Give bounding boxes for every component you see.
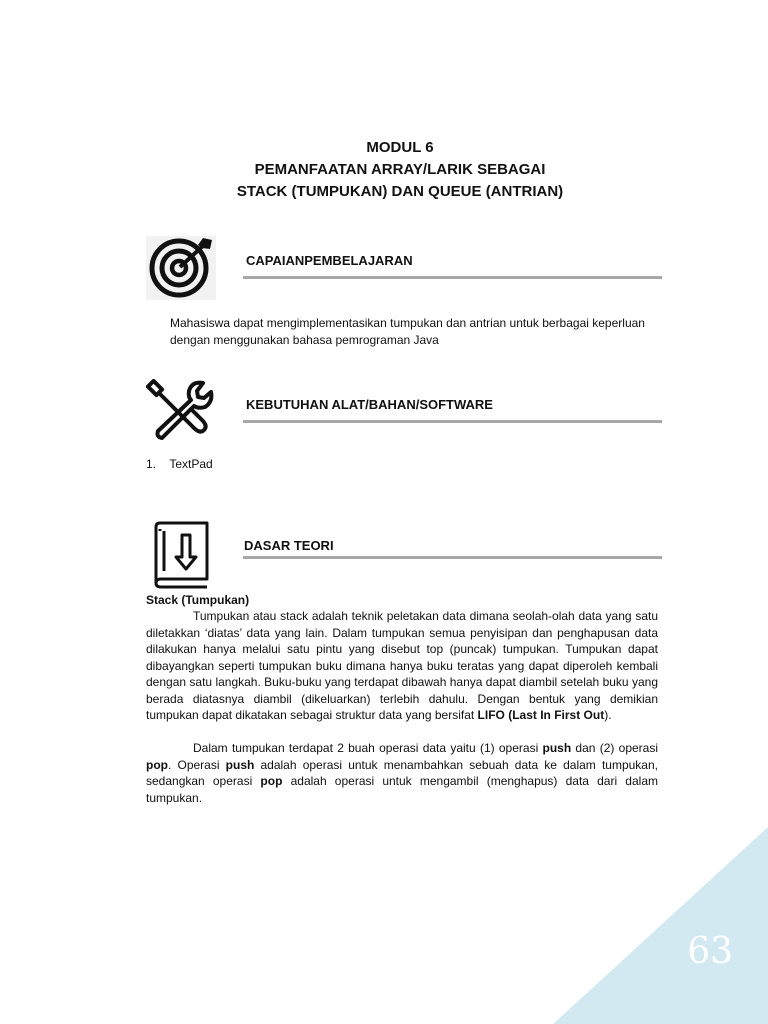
section-rule (243, 556, 662, 559)
section-title-capaian: CAPAIANPEMBELAJARAN (246, 253, 413, 268)
module-number: MODUL 6 (366, 139, 434, 156)
paragraph-text: Tumpukan atau stack adalah teknik peletakan data dimana seolah-olah data yang satu diletakkan ‘diatas’ data yang lain. Dalam tumpukan semua penyisipan dan penghapusan data dilakukan hanya melalui satu pintu yang disebut top (puncak) tumpukan. Tumpukan dapat dibayangkan seperti tumpukan buku dimana hanya buku teratas yang dapat diperoleh kembali dengan satu langkah. Buku-buku yang terdapat dibawah hanya dapat diambil setelah buku yang berada diatasnya diambil (dikeluarkan) terlebih dahulu. Dengan bentuk yang demikian tumpukan dapat dikatakan sebagai struktur data yang bersifat (146, 609, 658, 722)
page-corner-decoration (553, 827, 768, 1024)
pop-term: pop (260, 774, 283, 788)
capaian-text: Mahasiswa dapat mengimplementasikan tumpukan dan antrian untuk berbagai keperluan dengan menggunakan bahasa pemrograman Java (170, 316, 645, 347)
target-icon (146, 236, 216, 300)
page-number: 63 (687, 931, 733, 972)
section-title-kebutuhan: KEBUTUHAN ALAT/BAHAN/SOFTWARE (246, 397, 493, 412)
paragraph-text: . Operasi (168, 757, 226, 772)
lifo-term: LIFO (Last In First Out (477, 708, 605, 722)
paragraph-text: dan (2) operasi (571, 741, 659, 755)
tools-icon (146, 379, 216, 443)
push-term: push (225, 757, 255, 772)
stack-paragraph-1 (146, 608, 658, 724)
list-item (146, 456, 213, 473)
section-rule (243, 276, 662, 279)
module-title-line-2: STACK (TUMPUKAN) DAN QUEUE (ANTRIAN) (236, 183, 564, 200)
push-term: push (542, 741, 572, 755)
paragraph-text: adalah operasi untuk menambahkan sebuah data ke dalam tumpukan, sedangkan operasi (146, 757, 658, 788)
stack-paragraph-2 (146, 740, 658, 806)
book-download-icon (152, 521, 212, 589)
section-title-dasar: DASAR TEORI (244, 538, 334, 553)
paragraph-text: ). (604, 708, 612, 722)
list-item-label: TextPad (169, 457, 213, 471)
section-rule (243, 420, 662, 423)
list-item-number: 1. (146, 457, 157, 471)
pop-term: pop (146, 757, 168, 772)
module-title-line-1: PEMANFAATAN ARRAY/LARIK SEBAGAI (254, 161, 546, 178)
paragraph-text: adalah operasi untuk mengambil (menghapus) data dari dalam tumpukan. (146, 774, 658, 805)
paragraph-text: Dalam tumpukan terdapat 2 buah operasi data yaitu (1) operasi (193, 741, 543, 755)
subsection-title: Stack (Tumpukan) (146, 593, 250, 607)
